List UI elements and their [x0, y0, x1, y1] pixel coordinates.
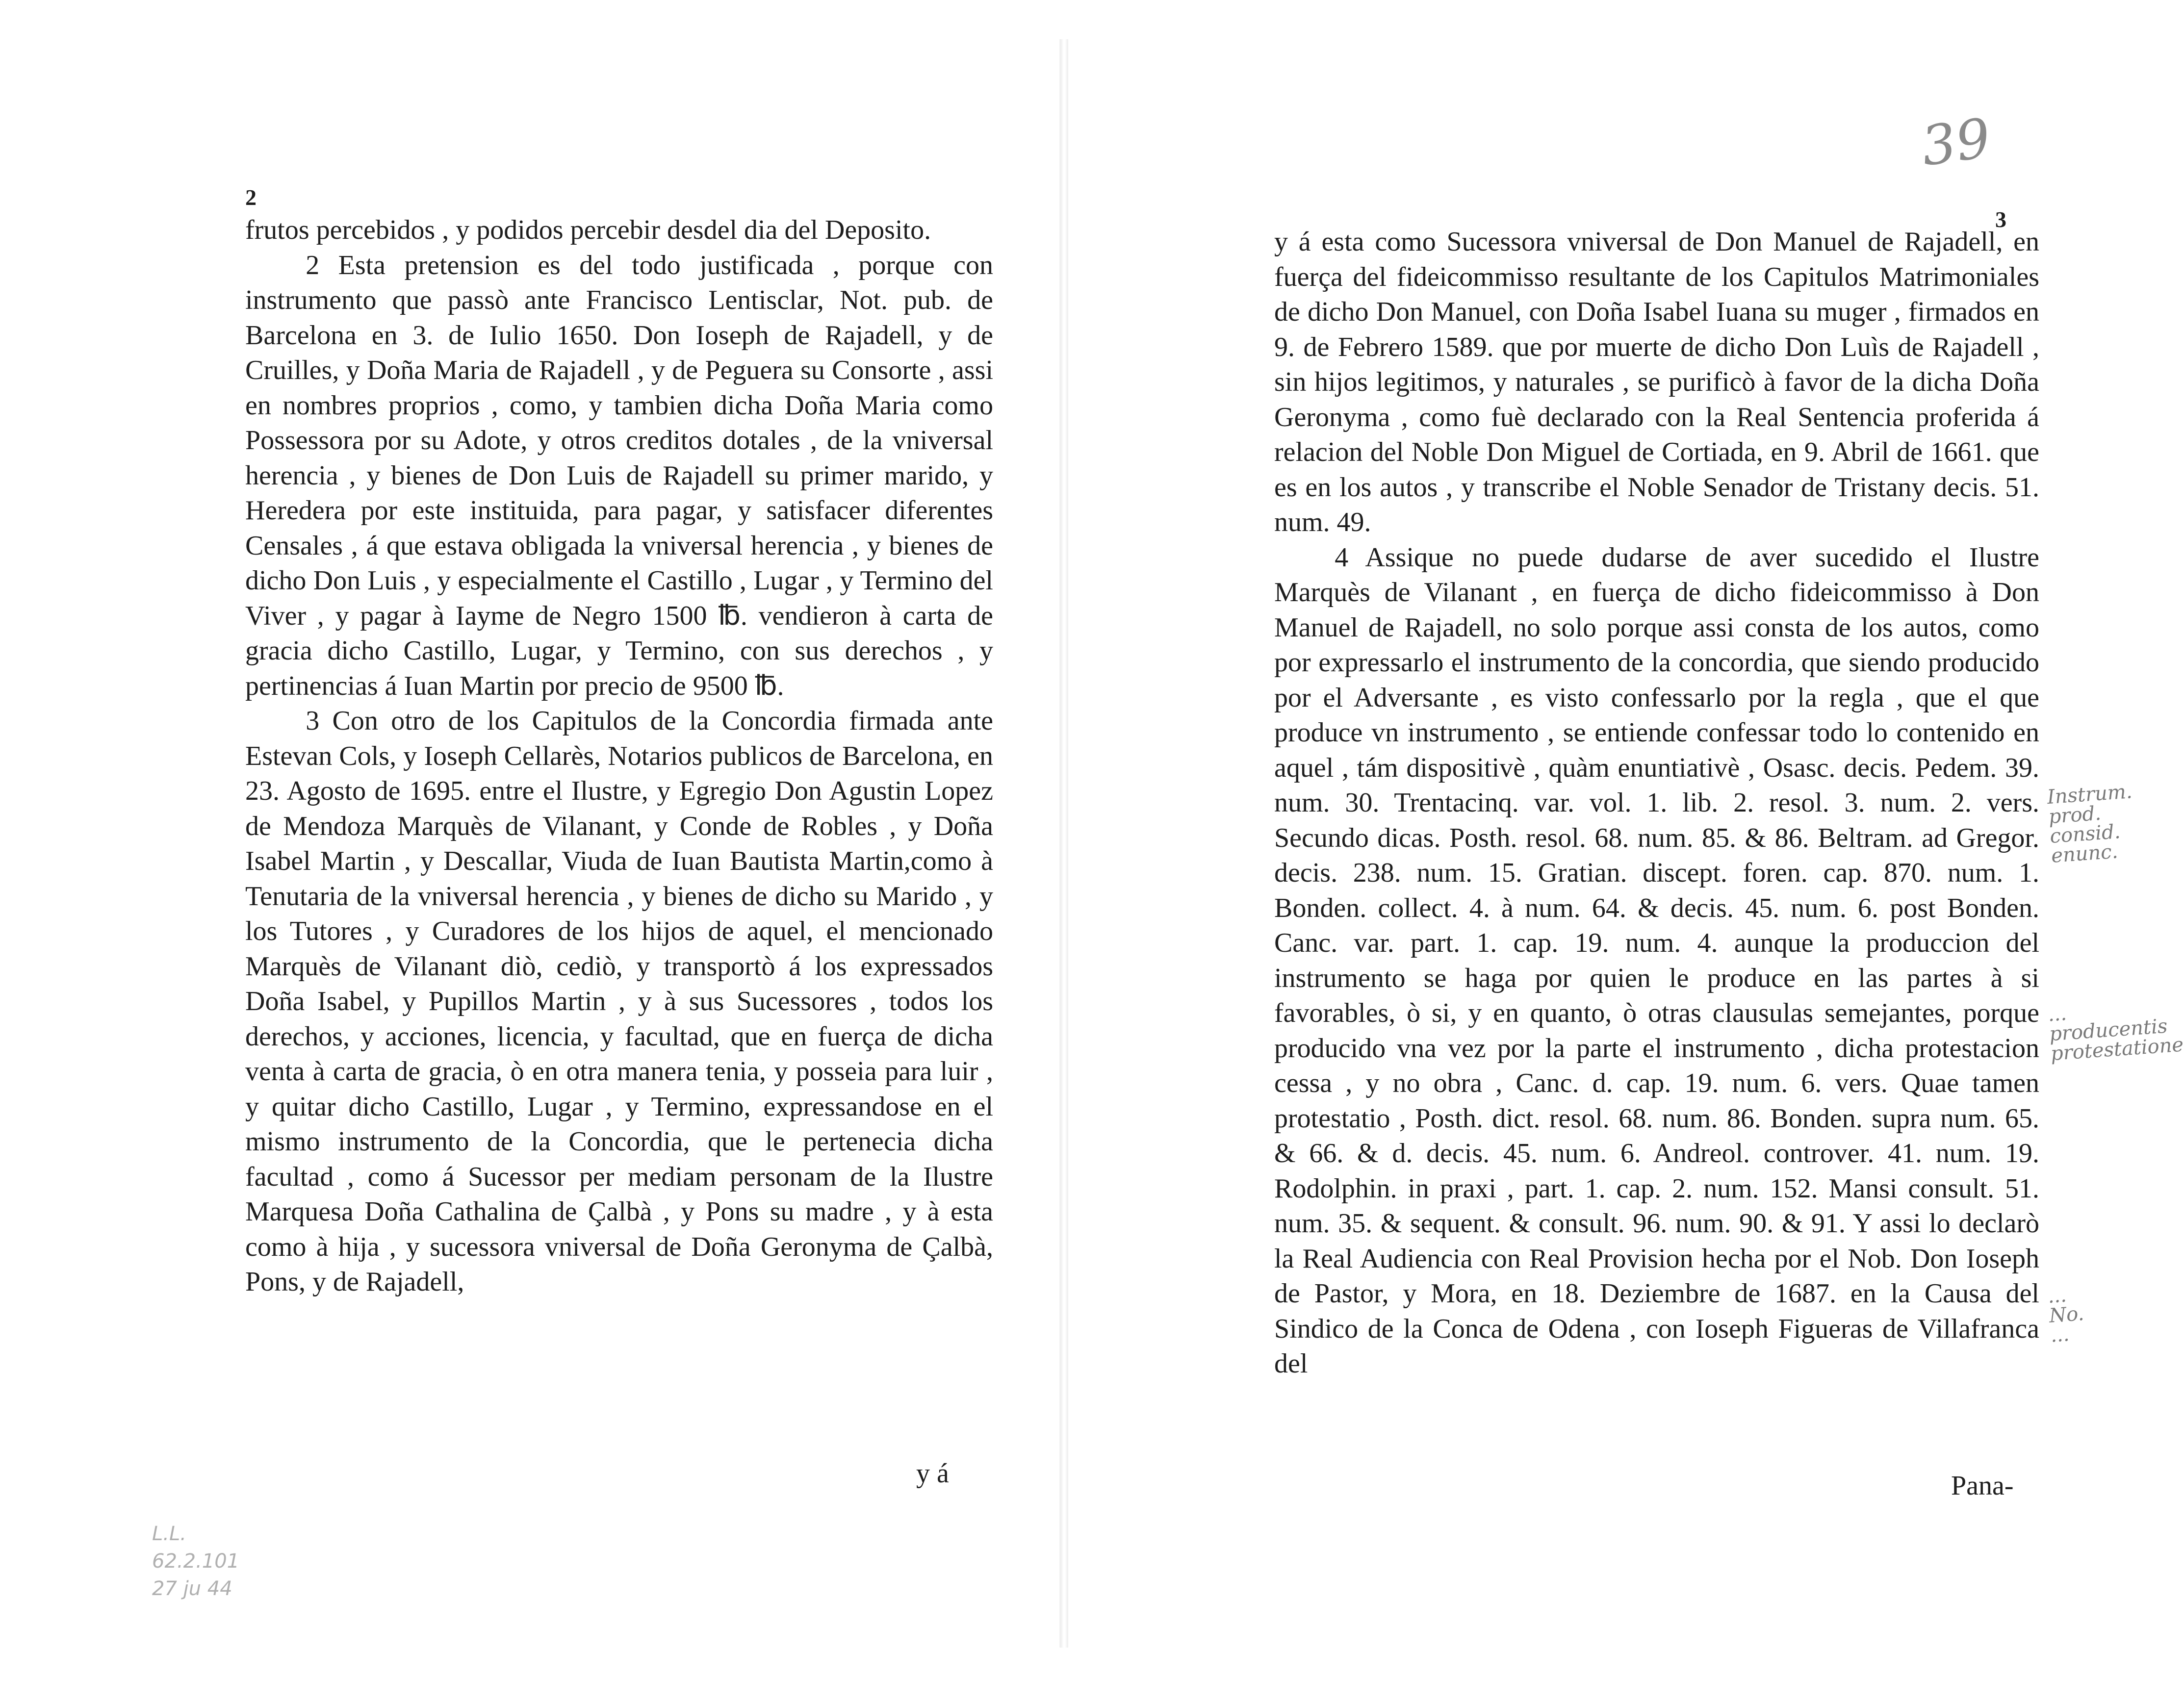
- paragraph: 2 Esta pretension es del todo justificada , porque con instrumento que passò ante Francisco Lentisclar, Not. pub. de Barcelona en 3. de Iulio 1650. Don Ioseph de Rajadell, y de Cruilles, y Doña Maria de Rajadell , y de Peguera su Consorte , assi en nombres proprios , como, y tambien dicha Doña Maria como Possessora por su Adote, y otros creditos dotales , de la vniversal herencia , y bienes de Don Luis de Rajadell su primer marido, y Heredera por este instituida, para pagar, y satisfacer diferentes Censales , á que estava obligada la vniversal herencia , y bienes de dicho Don Luis , y especialmente el Castillo , Lugar , y Termino del Viver , y pagar à Iayme de Negro 1500 ℔. vendieron à carta de gracia dicho Castillo, Lugar, y Termino, con sus derechos , y pertinencias á Iuan Martin por precio de 9500 ℔.: [245, 250, 993, 701]
- gutter: [1060, 39, 1068, 1648]
- paragraph: frutos percebidos , y podidos percebir desdel dia del Deposito.: [245, 215, 931, 245]
- right-page: [1068, 39, 2184, 1648]
- paragraph: 4 Assique no puede dudarse de aver sucedido el Ilustre Marquès de Vilanant , en fuerça de dicho fideicommisso à Don Manuel de Rajadell, no solo porque assi consta de los autos, como por expressarlo el instrumento de la concordia, que siendo producido por el Adversante , es visto confessarlo por la regla , que el que produce vn instrumento , se entiende confessar todo lo contenido en aquel , tám dispositivè , quàm enuntiativè , Osasc. decis. Pedem. 39. num. 30. Trentacinq. var. vol. 1. lib. 2. resol. 3. num. 2. vers. Secundo dicas. Posth. resol. 68. num. 85. & 86. Beltram. ad Gregor. decis. 238. num. 15. Gratian. discept. foren. cap. 870. num. 1. Bonden. collect. 4. à num. 64. & decis. 45. num. 6. post Bonden. Canc. var. part. 1. cap. 19. num. 4. aunque la produccion del instrumento se haga por quien le produce en las partes à si favorables, ò si, y en quanto, ò otras clausulas semejantes, porque producido vna vez por la parte el instrumento , dicha protestacion cessa , y no obra , Canc. d. cap. 19. num. 6. vers. Quae tamen protestatio , Posth. dict. resol. 68. num. 86. Bonden. supra num. 65. & 66. & d. decis. 45. num. 6. Andreol. controver. 41. num. 19. Rodolphin. in praxi , part. 1. cap. 2. num. 152. Mansi consult. 51. num. 35. & sequent. & consult. 96. num. 90. & 91. Y assi lo declarò la Real Audiencia con Real Provision hecha por el Nob. Don Ioseph de Pastor, y Mora, en 18. Deziembre de 1687. en la Causa del Sindico de la Conca de Odena , con Ioseph Figueras de Villafranca del: [1274, 542, 2039, 1379]
- shelfmark: [152, 1520, 239, 1602]
- book-spread: [39, 39, 2184, 1648]
- right-body-text: [1274, 225, 2039, 1382]
- handwritten-margin-note: Instrum. prod. consid. enunc.: [2046, 780, 2133, 867]
- shelfmark-text: L.L. 62.2.101 27 ju 44: [152, 1523, 240, 1600]
- page-number: 3: [1995, 207, 2006, 232]
- handwritten-folio-number: 39: [1917, 106, 1995, 178]
- left-body-text: [245, 213, 993, 1300]
- catchword: y á: [916, 1458, 949, 1489]
- paragraph: 3 Con otro de los Capitulos de la Concordia firmada ante Estevan Cols, y Ioseph Cellarès, Notarios publicos de Barcelona, en 23. Agosto de 1695. entre el Ilustre, y Egregio Don Agustin Lopez de Mendoza Marquès de Vilanant, y Conde de Robles , y Doña Isabel Martin , y Descallar, Viuda de Iuan Bautista Martin,como à Tenutaria de la vniversal herencia , y bienes de dicho su Marido , y los Tutores , y Curadores de los hijos de aquel, el mencionado Marquès de Vilanant diò, cediò, y transportò á los expressados Doña Isabel, y Pupillos Martin , y à sus Sucessores , todos los derechos, y acciones, licencia, y facultad, que en fuerça de dicha venta à carta de gracia, ò en otra manera tenia, y posseia para luir , y quitar dicho Castillo, Lugar , y Termino, expressandose en el mismo instrumento de la Concordia, que le pertenecia dicha facultad , como á Sucessor per mediam personam de la Ilustre Marquesa Doña Cathalina de Çalbà , y Pons su madre , y à esta como à hija , y sucessora vniversal de Doña Geronyma de Çalbà, Pons, y de Rajadell,: [245, 706, 993, 1297]
- paragraph: y á esta como Sucessora vniversal de Don Manuel de Rajadell, en fuerça del fideicommisso resultante de los Capitulos Matrimoniales de dicho Don Manuel, con Doña Isabel Iuana su muger , firmados en 9. de Febrero 1589. que por muerte de dicho Don Luìs de Rajadell , sin hijos legitimos, y naturales , se purificò à favor de la dicha Doña Geronyma , como fuè declarado con la Real Sentencia proferida á relacion del Noble Don Miguel de Cortiada, en 9. Abril de 1661. que es en los autos , y transcribe el Noble Senador de Tristany decis. 51. num. 49.: [1274, 227, 2039, 537]
- left-page: [39, 39, 1060, 1648]
- catchword: Pana-: [1951, 1471, 2014, 1501]
- handwritten-margin-note: ... producentis protestatione: [2047, 1002, 2184, 1066]
- page-number: 2: [245, 185, 257, 210]
- handwritten-margin-note: ... No. ...: [2047, 1284, 2085, 1347]
